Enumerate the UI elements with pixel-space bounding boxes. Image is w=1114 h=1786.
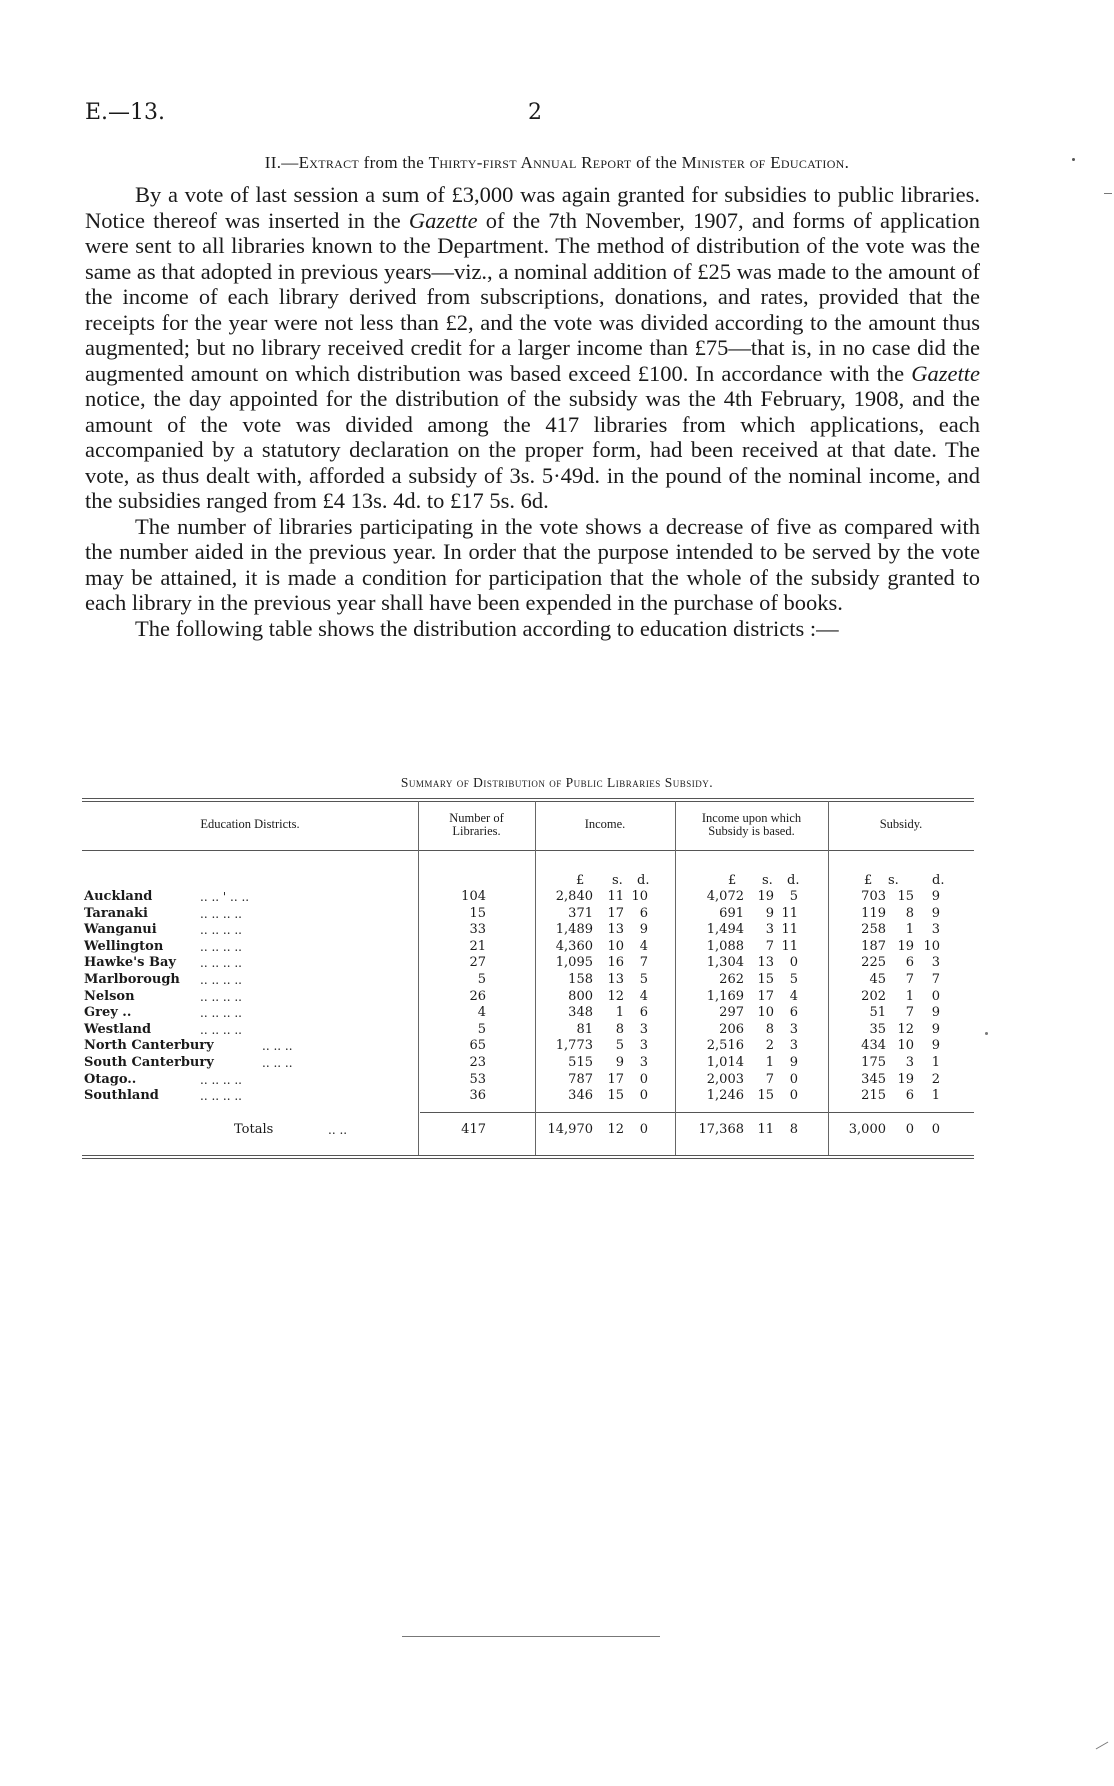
income-pence: 9	[639, 922, 648, 938]
basis-shillings: 7	[765, 938, 774, 954]
table-row	[0, 955, 1114, 972]
text-run: notice, the day appointed for the distribution of the subsidy was the 4th February, 1908, and the amount of the vote was divided among the 417 libraries from which applications, each accompanied by a statutory declaration on the proper form, had been received at that date. The vote, as thus dealt with, afforded a subsidy of 3s. 5·49d. in the pound of the nominal income, and the subsidies ranged from £4 13s. 4d. to £17 5s. 6d.	[85, 386, 980, 513]
basis-pounds: 206	[719, 1021, 744, 1037]
subsidy-pence: 9	[931, 1021, 940, 1037]
table-row	[0, 1055, 1114, 1072]
basis-pence: 9	[789, 1055, 798, 1070]
totals-subsidy-pence: 0	[931, 1122, 940, 1137]
table-rule	[82, 850, 974, 851]
subsidy-pence: 3	[931, 955, 940, 971]
income-pence: 6	[639, 905, 648, 921]
unit-shilling: s.	[612, 873, 623, 888]
income-pounds: 346	[568, 1088, 593, 1104]
header-line: Income upon which	[701, 811, 802, 825]
basis-shillings: 3	[765, 922, 774, 938]
basis-pence: 5	[789, 972, 798, 987]
basis-shillings: 9	[765, 905, 774, 921]
district-name: Westland	[84, 1021, 152, 1037]
district-name: Nelson	[84, 988, 135, 1004]
subsidy-pence: 9	[931, 905, 940, 921]
basis-pounds: 4,072	[706, 889, 744, 904]
income-pounds: 81	[576, 1021, 593, 1037]
subsidy-pounds: 202	[861, 988, 886, 1004]
district-name: South Canterbury	[84, 1055, 214, 1070]
income-pence: 4	[639, 988, 648, 1004]
basis-pounds: 1,304	[706, 955, 744, 971]
table-row	[0, 1022, 1114, 1039]
basis-shillings: 15	[757, 972, 774, 987]
income-pence: 6	[639, 1005, 648, 1021]
basis-pence: 11	[781, 938, 798, 954]
leader-dots: .. .. .. ..	[200, 1006, 242, 1021]
basis-pence: 0	[789, 955, 798, 971]
basis-pounds: 1,169	[706, 988, 744, 1004]
district-name: Taranaki	[84, 905, 148, 921]
subsidy-pence: 10	[923, 938, 940, 954]
paragraph: The number of libraries participating in the vote shows a decrease of five as compared with the number aided in the previous year. In order that the purpose intended to be served by the vote may be attained, it is made a condition for participation that the whole of the subsidy granted to each library in the previous year shall have been expended in the purchase of books.	[85, 513, 980, 615]
subsidy-shillings: 10	[897, 1038, 914, 1054]
table-row	[0, 1005, 1114, 1022]
income-pence: 4	[639, 938, 648, 954]
basis-pence: 0	[789, 1071, 798, 1087]
income-shillings: 11	[607, 889, 624, 904]
text-run: By a vote of last session a sum of £3,000 was again granted for subsidies to public libraries. Notice thereof was inserted in the	[85, 182, 980, 233]
totals-income-shillings: 12	[607, 1122, 624, 1137]
table-row	[0, 1038, 1114, 1055]
libraries-count: 65	[469, 1038, 486, 1054]
libraries-count: 23	[469, 1055, 486, 1070]
basis-pounds: 1,088	[706, 938, 744, 954]
page-number: 2	[528, 100, 542, 125]
basis-shillings: 19	[757, 889, 774, 904]
leader-dots: .. .. ..	[262, 1039, 293, 1054]
table-row	[0, 889, 1114, 906]
income-pence: 0	[639, 1071, 648, 1087]
heading-part: Thirty-first Annual Report	[428, 153, 632, 172]
basis-pence: 11	[781, 922, 798, 938]
subsidy-shillings: 6	[905, 1088, 914, 1104]
subsidy-shillings: 7	[905, 972, 914, 987]
leader-dots: .. .. .. ..	[200, 906, 242, 921]
income-pounds: 158	[568, 972, 593, 987]
basis-shillings: 10	[757, 1005, 774, 1021]
leader-dots: .. ..	[328, 1123, 348, 1137]
leader-dots: .. .. ' .. ..	[200, 890, 250, 904]
income-pounds: 1,489	[555, 922, 593, 938]
income-pence: 7	[639, 955, 648, 971]
subsidy-shillings: 1	[905, 922, 914, 938]
page-header	[85, 100, 985, 130]
leader-dots: .. .. .. ..	[200, 1089, 242, 1104]
libraries-count: 5	[477, 972, 486, 987]
district-name: Auckland	[84, 889, 153, 904]
income-shillings: 5	[615, 1038, 624, 1054]
subsidy-pence: 3	[931, 922, 940, 938]
income-pounds: 1,095	[555, 955, 593, 971]
income-pence: 3	[639, 1038, 648, 1054]
basis-shillings: 15	[757, 1088, 774, 1104]
subsidy-pence: 9	[931, 889, 940, 904]
unit-shilling: s.	[762, 873, 773, 888]
district-name: North Canterbury	[84, 1038, 214, 1054]
libraries-count: 26	[469, 988, 486, 1004]
basis-pounds: 2,003	[706, 1071, 744, 1087]
subsidy-shillings: 8	[905, 905, 914, 921]
subsidy-pounds: 215	[861, 1088, 886, 1104]
subsidy-shillings: 19	[897, 1071, 914, 1087]
totals-label: Totals	[234, 1122, 274, 1137]
income-pence: 0	[639, 1088, 648, 1104]
income-shillings: 17	[607, 905, 624, 921]
basis-pence: 4	[789, 988, 798, 1004]
income-pence: 3	[639, 1021, 648, 1037]
leader-dots: .. .. .. ..	[200, 956, 242, 971]
table-row	[0, 972, 1114, 989]
income-shillings: 16	[607, 955, 624, 971]
heading-part: from the	[359, 153, 429, 172]
totals-subsidy-shillings: 0	[905, 1122, 914, 1137]
table-rule	[82, 1155, 974, 1156]
basis-pence: 6	[789, 1005, 798, 1021]
district-name: Wellington	[84, 938, 164, 954]
totals-income-pounds: 14,970	[547, 1122, 593, 1137]
leader-dots: .. .. .. ..	[200, 923, 242, 938]
header-basis	[675, 812, 828, 838]
income-pounds: 515	[568, 1055, 593, 1070]
leader-dots: .. .. .. ..	[200, 989, 242, 1004]
libraries-count: 33	[469, 922, 486, 938]
table-rule	[420, 1112, 974, 1113]
heading-prefix: II.—	[264, 153, 299, 172]
basis-shillings: 13	[757, 955, 774, 971]
income-shillings: 1	[615, 1005, 624, 1021]
income-pounds: 787	[568, 1071, 593, 1087]
header-income: Income.	[584, 817, 626, 831]
scan-mark	[1104, 193, 1112, 194]
basis-pounds: 1,494	[706, 922, 744, 938]
subsidy-pounds: 434	[861, 1038, 886, 1054]
table-rule	[82, 801, 974, 802]
italic-run: Gazette	[408, 207, 478, 233]
basis-shillings: 8	[765, 1021, 774, 1037]
income-pounds: 371	[568, 905, 593, 921]
income-shillings: 17	[607, 1071, 624, 1087]
district-name: Otago..	[84, 1071, 137, 1087]
subsidy-shillings: 7	[905, 1005, 914, 1021]
subsidy-pounds: 345	[861, 1071, 886, 1087]
basis-pence: 3	[789, 1021, 798, 1037]
subsidy-pounds: 119	[861, 905, 886, 921]
heading-part: Extract	[298, 153, 360, 172]
leader-dots: .. .. .. ..	[200, 973, 242, 987]
subsidy-pence: 9	[931, 1038, 940, 1054]
subsidy-pounds: 703	[861, 889, 886, 904]
income-shillings: 10	[607, 938, 624, 954]
income-shillings: 8	[615, 1021, 624, 1037]
table-row	[0, 1072, 1114, 1089]
basis-pence: 0	[789, 1088, 798, 1104]
libraries-count: 21	[469, 938, 486, 954]
totals-number: 417	[461, 1122, 486, 1137]
subsidy-pounds: 51	[869, 1005, 886, 1021]
libraries-count: 27	[469, 955, 486, 971]
basis-pounds: 691	[719, 905, 744, 921]
table-row	[0, 1088, 1114, 1105]
basis-shillings: 7	[765, 1071, 774, 1087]
basis-shillings: 17	[757, 988, 774, 1004]
leader-dots: .. .. .. ..	[200, 939, 242, 954]
subsidy-pence: 7	[931, 972, 940, 987]
table-row	[0, 922, 1114, 939]
table-row	[0, 989, 1114, 1006]
district-name: Grey ..	[84, 1005, 132, 1021]
libraries-count: 5	[477, 1021, 486, 1037]
heading-part: of the	[631, 153, 682, 172]
subsidy-shillings: 6	[905, 955, 914, 971]
subsidy-shillings: 12	[897, 1021, 914, 1037]
totals-basis-shillings: 11	[757, 1122, 774, 1137]
basis-pence: 5	[789, 889, 798, 904]
scan-speck	[985, 1032, 988, 1035]
italic-run: Gazette	[911, 360, 980, 386]
basis-shillings: 1	[765, 1055, 774, 1070]
document-reference: E.—13.	[85, 100, 166, 125]
header-district: Education Districts.	[200, 817, 300, 831]
header-line: Subsidy is based.	[708, 824, 795, 838]
district-name: Southland	[84, 1088, 159, 1104]
totals-basis-pounds: 17,368	[698, 1122, 744, 1137]
district-name: Hawke's Bay	[84, 955, 176, 971]
subsidy-pence: 9	[931, 1005, 940, 1021]
totals-basis-pence: 8	[789, 1122, 798, 1137]
income-shillings: 9	[615, 1055, 624, 1070]
subsidy-pounds: 187	[861, 938, 886, 954]
income-shillings: 15	[607, 1088, 624, 1104]
basis-pounds: 262	[719, 972, 744, 987]
totals-income-pence: 0	[639, 1122, 648, 1137]
district-name: Wanganui	[84, 922, 157, 938]
unit-pence: d.	[932, 873, 945, 888]
income-pounds: 800	[568, 988, 593, 1004]
heading-part: Minister of Education	[681, 153, 845, 172]
unit-pound: £	[576, 873, 585, 888]
subsidy-shillings: 3	[905, 1055, 914, 1070]
unit-shilling: s.	[888, 873, 899, 888]
header-line: Libraries.	[452, 824, 501, 838]
leader-dots: .. .. ..	[262, 1056, 293, 1070]
leader-dots: .. .. .. ..	[200, 1072, 242, 1087]
income-pounds: 4,360	[555, 938, 593, 954]
subsidy-shillings: 1	[905, 988, 914, 1004]
subsidy-pounds: 175	[861, 1055, 886, 1070]
section-heading	[0, 153, 1114, 173]
unit-pence: d.	[787, 873, 800, 888]
basis-pounds: 1,246	[706, 1088, 744, 1104]
leader-dots: .. .. .. ..	[200, 1022, 242, 1037]
paragraph	[85, 182, 980, 514]
income-pence: 10	[631, 889, 648, 904]
libraries-count: 15	[469, 905, 486, 921]
header-number	[418, 812, 535, 838]
unit-pound: £	[864, 873, 873, 888]
income-shillings: 13	[607, 972, 624, 987]
subsidy-pounds: 45	[869, 972, 886, 987]
income-shillings: 13	[607, 922, 624, 938]
table-title: Summary of Distribution of Public Libraries Subsidy.	[400, 775, 714, 790]
income-pounds: 2,840	[555, 889, 593, 904]
unit-pence: d.	[637, 873, 650, 888]
header-line: Number of	[449, 811, 504, 825]
basis-pounds: 1,014	[706, 1055, 744, 1070]
libraries-count: 36	[469, 1088, 486, 1104]
unit-pound: £	[728, 873, 737, 888]
libraries-count: 104	[461, 889, 486, 904]
header-subsidy: Subsidy.	[879, 817, 923, 831]
subsidy-shillings: 19	[897, 938, 914, 954]
subsidy-pounds: 35	[869, 1021, 886, 1037]
libraries-count: 53	[469, 1071, 486, 1087]
basis-pounds: 2,516	[706, 1038, 744, 1054]
closing-rule	[402, 1636, 660, 1637]
income-pence: 5	[639, 972, 648, 987]
text-run: of the 7th November, 1907, and forms of application were sent to all libraries known to the Department. The method of distribution of the vote was the same as that adopted in previous years—viz., a nominal addition of £25 was made to the amount of the income of each library derived from subscriptions, donations, and rates, provided that the receipts for the year were not less than £2, and the vote was divided according to the amount thus augmented; but no library received credit for a larger income than £75—that is, in no case did the augmented amount on which distribution was based exceed £100. In accordance with the	[85, 207, 981, 386]
scan-mark	[1096, 1742, 1109, 1750]
table-row	[0, 939, 1114, 956]
basis-pence: 3	[789, 1038, 798, 1054]
subsidy-shillings: 15	[897, 889, 914, 904]
subsidy-pence: 1	[931, 1055, 940, 1070]
income-pence: 3	[639, 1055, 648, 1070]
basis-shillings: 2	[765, 1038, 774, 1054]
table-rule	[82, 798, 974, 799]
income-pounds: 1,773	[555, 1038, 593, 1054]
subsidy-pence: 2	[931, 1071, 940, 1087]
paragraph: The following table shows the distribution according to education districts :—	[135, 615, 839, 641]
basis-pounds: 297	[719, 1005, 744, 1021]
subsidy-pounds: 225	[861, 955, 886, 971]
district-name: Marlborough	[84, 972, 180, 987]
table-row	[0, 906, 1114, 923]
table-rule	[82, 1158, 974, 1159]
subsidy-pounds: 258	[861, 922, 886, 938]
subsidy-pence: 0	[931, 988, 940, 1004]
basis-pence: 11	[781, 905, 798, 921]
libraries-count: 4	[477, 1005, 486, 1021]
heading-part: .	[844, 153, 850, 172]
totals-subsidy-pounds: 3,000	[848, 1122, 886, 1137]
income-shillings: 12	[607, 988, 624, 1004]
subsidy-pence: 1	[931, 1088, 940, 1104]
body-text	[85, 182, 980, 641]
income-pounds: 348	[568, 1005, 593, 1021]
